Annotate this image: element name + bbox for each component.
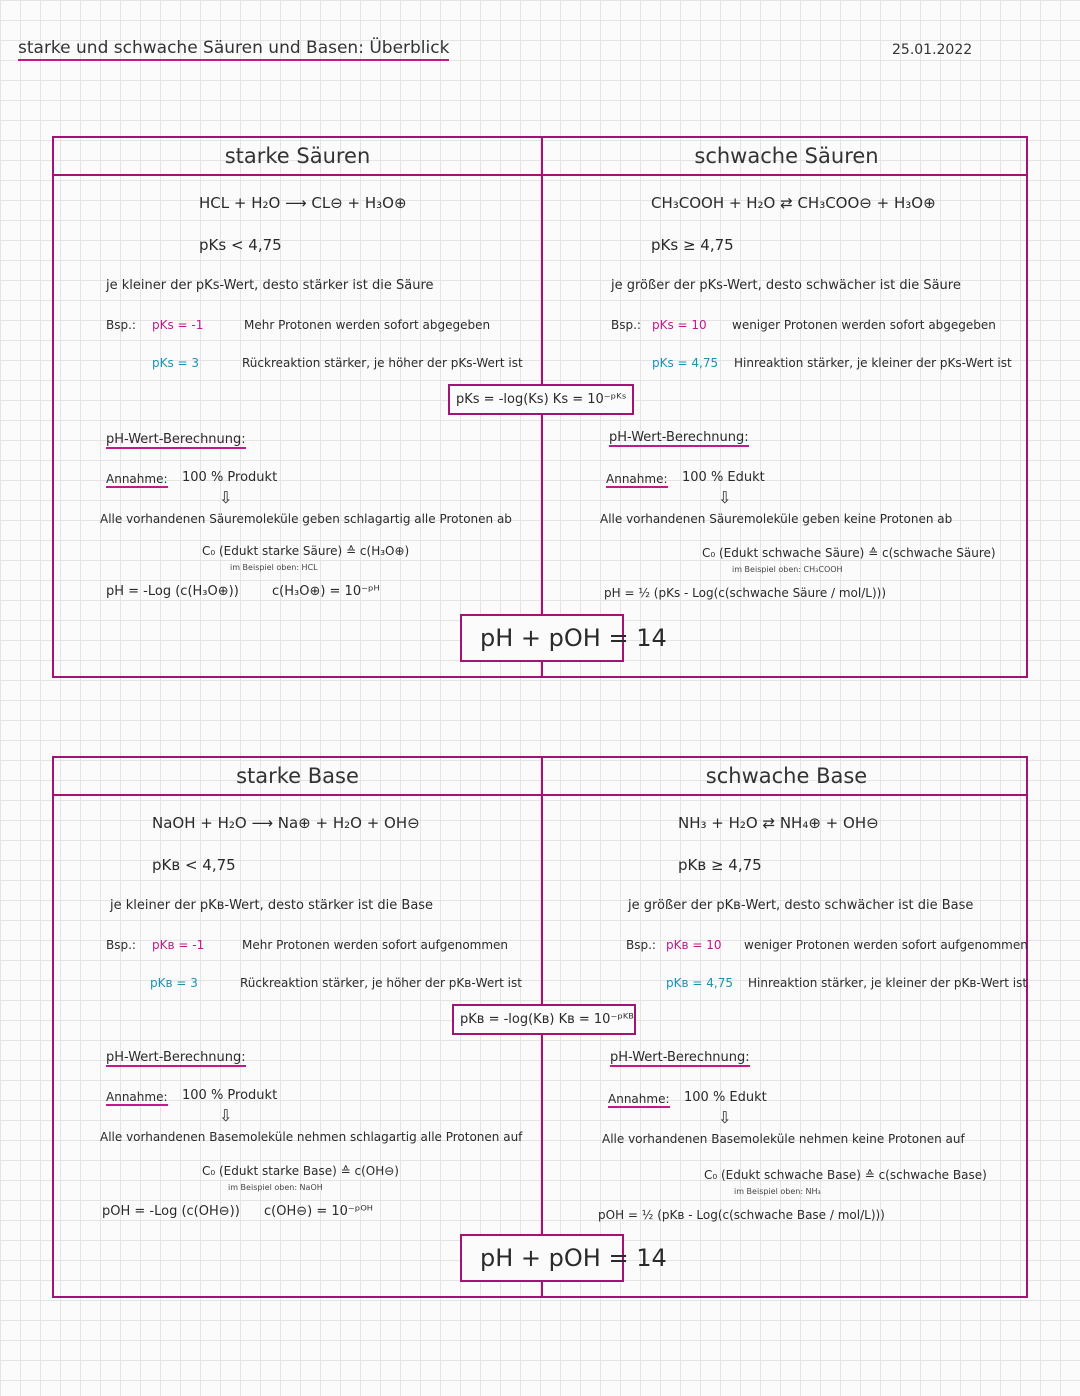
down-arrow-icon: ⇩ xyxy=(718,1108,732,1127)
example-label: Bsp.: xyxy=(611,318,641,332)
strong-base-statement: Alle vorhandenen Basemoleküle nehmen schlagartig alle Protonen auf xyxy=(100,1130,523,1144)
strong-base-title: starke Base xyxy=(236,764,359,788)
strong-acid-ph-formula: pH = -Log (c(H₃O⊕)) xyxy=(106,584,239,599)
weak-acid-pk: pKs ≥ 4,75 xyxy=(651,236,734,254)
weak-base-equation: NH₃ + H₂O ⇄ NH₄⊕ + OH⊖ xyxy=(678,814,879,832)
header-divider xyxy=(54,794,1026,796)
weak-base-example-1-value: pKв = 10 xyxy=(666,938,722,952)
weak-acid-c0: C₀ (Edukt schwache Säure) ≙ c(schwache Säure) xyxy=(702,546,996,560)
weak-acid-example-2-text: Hinreaktion stärker, je kleiner der pKs-Wert ist xyxy=(734,356,1012,370)
strong-base-rule: je kleiner der pKв-Wert, desto stärker ist die Base xyxy=(110,898,434,913)
assumption-label: Annahme: xyxy=(106,472,168,486)
strong-base-example-2-text: Rückreaktion stärker, je höher der pKв-Wert ist xyxy=(240,976,522,990)
weak-acid-example-note: im Beispiel oben: CH₃COOH xyxy=(732,565,843,574)
down-arrow-icon: ⇩ xyxy=(718,488,732,507)
strong-base-example-1-text: Mehr Protonen werden sofort aufgenommen xyxy=(242,938,509,952)
weak-base-example-2-value: pKв = 4,75 xyxy=(666,976,733,990)
strong-base-example-1-value: pKв = -1 xyxy=(152,938,205,952)
header-divider xyxy=(54,174,1026,176)
strong-acid-pk: pKs < 4,75 xyxy=(199,236,282,254)
strong-acid-example-2-value: pKs = 3 xyxy=(152,356,200,370)
weak-acid-example-1-value: pKs = 10 xyxy=(652,318,707,332)
strong-acid-equation: HCL + H₂O ⟶ CL⊖ + H₃O⊕ xyxy=(199,194,407,212)
down-arrow-icon: ⇩ xyxy=(219,488,233,507)
weak-base-title: schwache Base xyxy=(705,764,868,788)
assumption-label: Annahme: xyxy=(608,1092,670,1106)
example-label: Bsp.: xyxy=(626,938,656,952)
strong-base-c0: C₀ (Edukt starke Base) ≙ c(OH⊖) xyxy=(202,1164,399,1178)
weak-acid-equation: CH₃COOH + H₂O ⇄ CH₃COO⊖ + H₃O⊕ xyxy=(651,194,936,212)
weak-acids-title: schwache Säuren xyxy=(694,144,879,168)
weak-acid-calc-heading: pH-Wert-Berechnung: xyxy=(609,430,749,445)
strong-acid-example-1-value: pKs = -1 xyxy=(152,318,204,332)
ph-poh-box: pH + pOH = 14 xyxy=(460,1234,624,1282)
weak-acid-assumption: 100 % Edukt xyxy=(682,470,765,485)
strong-acid-calc-heading: pH-Wert-Berechnung: xyxy=(106,432,246,447)
strong-base-conc-formula: c(OH⊖) = 10⁻ᵖᴼᴴ xyxy=(264,1204,373,1219)
ph-poh-box: pH + pOH = 14 xyxy=(460,614,624,662)
strong-base-example-2-value: pKв = 3 xyxy=(150,976,198,990)
assumption-label: Annahme: xyxy=(106,1090,168,1104)
strong-acid-example-1-text: Mehr Protonen werden sofort abgegeben xyxy=(244,318,491,332)
strong-base-equation: NaOH + H₂O ⟶ Na⊕ + H₂O + OH⊖ xyxy=(152,814,420,832)
weak-acid-statement: Alle vorhandenen Säuremoleküle geben keine Protonen ab xyxy=(600,512,953,526)
strong-acid-example-2-text: Rückreaktion stärker, je höher der pKs-Wert ist xyxy=(242,356,523,370)
example-label: Bsp.: xyxy=(106,318,136,332)
weak-acid-rule: je größer der pKs-Wert, desto schwächer ist die Säure xyxy=(611,278,961,293)
strong-acid-assumption: 100 % Produkt xyxy=(182,470,278,485)
strong-acid-conc-formula: c(H₃O⊕) = 10⁻ᵖᴴ xyxy=(272,584,380,599)
weak-base-assumption: 100 % Edukt xyxy=(684,1090,767,1105)
pkb-formula-box: pKв = -log(Kв) Kв = 10⁻ᵖᴷᴮ xyxy=(452,1004,636,1035)
weak-acid-example-2-value: pKs = 4,75 xyxy=(652,356,719,370)
weak-base-example-1-text: weniger Protonen werden sofort aufgenommen xyxy=(744,938,1028,952)
weak-base-calc-heading: pH-Wert-Berechnung: xyxy=(610,1050,750,1065)
strong-base-example-note: im Beispiel oben: NaOH xyxy=(228,1183,323,1192)
strong-acid-c0: C₀ (Edukt starke Säure) ≙ c(H₃O⊕) xyxy=(202,544,410,558)
page-date: 25.01.2022 xyxy=(892,42,973,58)
down-arrow-icon: ⇩ xyxy=(219,1106,233,1125)
weak-acid-example-1-text: weniger Protonen werden sofort abgegeben xyxy=(732,318,996,332)
weak-base-rule: je größer der pKв-Wert, desto schwächer ist die Base xyxy=(628,898,974,913)
weak-base-poh-formula: pOH = ½ (pKв - Log(c(schwache Base / mol/L))) xyxy=(598,1208,885,1222)
strong-base-pk: pKв < 4,75 xyxy=(152,856,236,874)
strong-acid-example-note: im Beispiel oben: HCL xyxy=(230,563,318,572)
strong-acid-rule: je kleiner der pKs-Wert, desto stärker ist die Säure xyxy=(106,278,434,293)
weak-base-c0: C₀ (Edukt schwache Base) ≙ c(schwache Base) xyxy=(704,1168,987,1182)
page-title: starke und schwache Säuren und Basen: Überblick xyxy=(18,38,449,61)
weak-base-pk: pKв ≥ 4,75 xyxy=(678,856,762,874)
bases-panel xyxy=(52,756,1028,1298)
acids-panel xyxy=(52,136,1028,678)
strong-acid-statement: Alle vorhandenen Säuremoleküle geben schlagartig alle Protonen ab xyxy=(100,512,512,526)
assumption-label: Annahme: xyxy=(606,472,668,486)
strong-base-calc-heading: pH-Wert-Berechnung: xyxy=(106,1050,246,1065)
strong-base-assumption: 100 % Produkt xyxy=(182,1088,278,1103)
strong-base-poh-formula: pOH = -Log (c(OH⊖)) xyxy=(102,1204,240,1219)
strong-acids-title: starke Säuren xyxy=(224,144,371,168)
weak-acid-ph-formula: pH = ½ (pKs - Log(c(schwache Säure / mol/L))) xyxy=(604,586,887,600)
weak-base-statement: Alle vorhandenen Basemoleküle nehmen keine Protonen auf xyxy=(602,1132,965,1146)
weak-base-example-note: im Beispiel oben: NH₃ xyxy=(734,1187,821,1196)
example-label: Bsp.: xyxy=(106,938,136,952)
weak-base-example-2-text: Hinreaktion stärker, je kleiner der pKв-Wert ist xyxy=(748,976,1028,990)
pks-formula-box: pKs = -log(Ks) Ks = 10⁻ᵖᴷˢ xyxy=(448,384,634,415)
